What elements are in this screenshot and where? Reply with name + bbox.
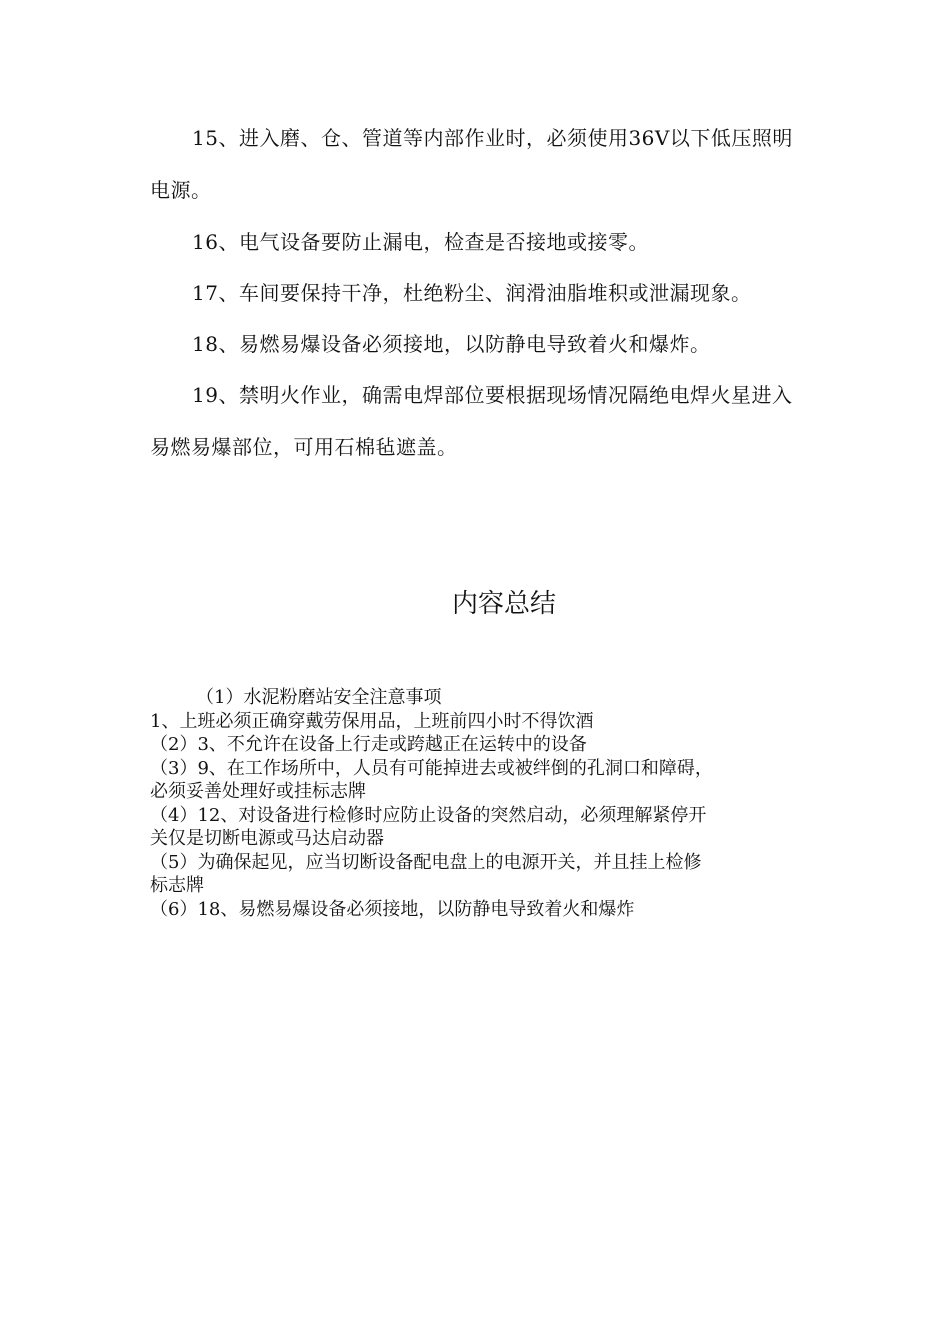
- paragraph-19: 19、禁明火作业，确需电焊部位要根据现场情况隔绝电焊火星进入易燃易爆部位，可用石棉毡遮盖。: [150, 383, 793, 459]
- summary-line: 必须妥善处理好或挂标志牌: [150, 781, 366, 802]
- paragraph-16: 16、电气设备要防止漏电，检查是否接地或接零。: [192, 230, 649, 254]
- summary-line: （6）18、易燃易爆设备必须接地，以防静电导致着火和爆炸: [150, 898, 635, 920]
- summary-line: （4）12、对设备进行检修时应防止设备的突然启动，必须理解紧停开: [150, 804, 707, 826]
- summary-title: 内容总结: [451, 589, 556, 619]
- summary-line: （5）为确保起见，应当切断设备配电盘上的电源开关，并且挂上检修: [150, 851, 702, 873]
- summary-line: 标志牌: [150, 875, 204, 896]
- summary-line: （2）3、不允许在设备上行走或跨越正在运转中的设备: [150, 734, 587, 755]
- paragraph-18: 18、易燃易爆设备必须接地，以防静电导致着火和爆炸。: [192, 332, 711, 356]
- summary-list: [150, 686, 790, 921]
- summary-line: （3）9、在工作场所中，人员有可能掉进去或被绊倒的孔洞口和障碍，: [150, 757, 713, 779]
- summary-line: 关仅是切断电源或马达启动器: [150, 828, 384, 849]
- summary-line: 1、上班必须正确穿戴劳保用品，上班前四小时不得饮酒: [150, 710, 594, 732]
- paragraph-17: 17、车间要保持干净，杜绝粉尘、润滑油脂堆积或泄漏现象。: [192, 281, 752, 305]
- paragraph-15: 15、进入磨、仓、管道等内部作业时，必须使用36V以下低压照明电源。: [150, 126, 793, 202]
- summary-line: （1）水泥粉磨站安全注意事项: [196, 687, 442, 708]
